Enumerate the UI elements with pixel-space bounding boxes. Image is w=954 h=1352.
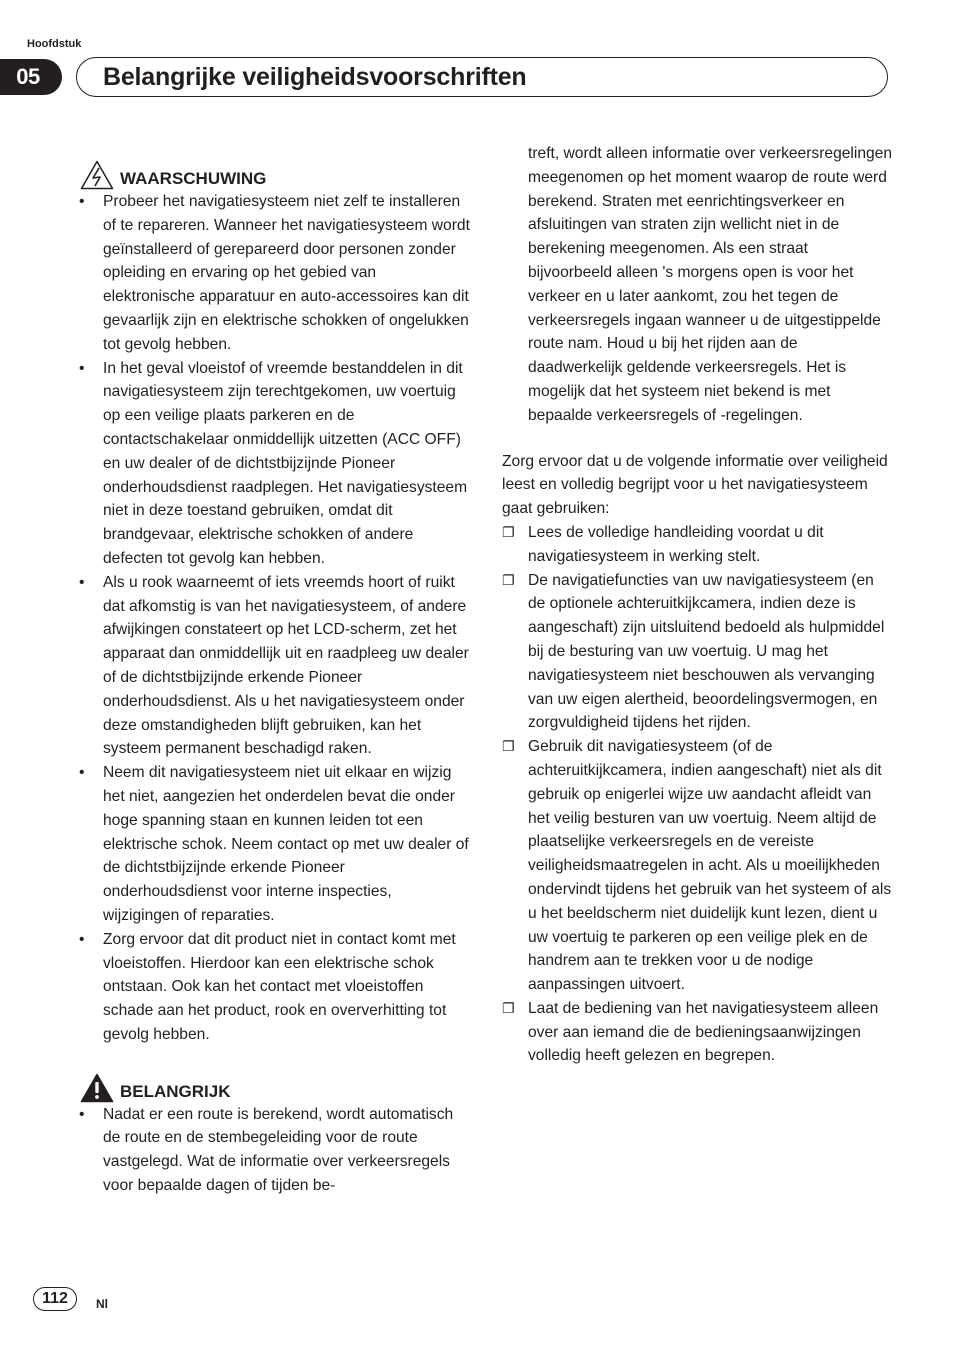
important-item: • Nadat er een route is berekend, wordt automatisch de route en de stembegeleiding voor de route vastgelegd. Wat de informatie over verkeersregels voor bepaalde dagen of tijden be- bbox=[78, 1103, 470, 1198]
warning-list bbox=[78, 190, 470, 1047]
checkbox-icon: ❐ bbox=[502, 738, 515, 755]
warning-item: • In het geval vloeistof of vreemde bestanddelen in dit navigatiesysteem zijn terechtgekomen, uw voertuig op een veilige plaats parkeren en de contactschakelaar onmiddellijk uitzetten (ACC OFF) en uw dealer of de dichtstbijzijnde Pioneer onderhoudsdienst raadplegen. Het navigatiesysteem niet in deze toestand gebruiken, omdat dit brandgevaar, elektrische schokken of andere defecten tot gevolg kan hebben. bbox=[78, 357, 470, 571]
warning-item: • Zorg ervoor dat dit product niet in contact komt met vloeistoffen. Hierdoor kan een elektrische schok ontstaan. Ook kan het contact met vloeistoffen schade aan het product, rook en oververhitting tot gevolg hebben. bbox=[78, 928, 470, 1047]
important-item-continued: treft, wordt alleen informatie over verkeersregelingen meegenomen op het moment waarop de route werd berekend. Straten met eenrichtingsverkeer en afsluitingen van straten zijn wellicht niet in de berekening meegenomen. Als een straat bijvoorbeeld alleen 's morgens open is voor het verkeer en u later aankomt, zou het tegen de verkeersregels ingaan wanneer u de uitgestippelde route nam. Houd u bij het rijden aan de daadwerkelijk geldende verkeersregels. Het is mogelijk dat het systeem niet bekend is met bepaalde verkeersregels of -regelingen. bbox=[528, 145, 893, 424]
intro-paragraph: Zorg ervoor dat u de volgende informatie over veiligheid leest en volledig begrijpt voor u het navigatiesysteem gaat gebruiken: bbox=[502, 452, 888, 518]
checkbox-icon: ❐ bbox=[502, 523, 515, 540]
page-title: Belangrijke veiligheidsvoorschriften bbox=[103, 62, 527, 91]
right-column bbox=[502, 142, 894, 1068]
warning-heading bbox=[80, 160, 470, 190]
important-heading bbox=[80, 1073, 470, 1103]
page-number: 112 bbox=[33, 1287, 77, 1311]
warning-triangle-icon bbox=[80, 160, 114, 190]
important-triangle-icon bbox=[80, 1073, 114, 1103]
language-code: Nl bbox=[96, 1297, 108, 1311]
warning-item: • Probeer het navigatiesysteem niet zelf te installeren of te repareren. Wanneer het navigatiesysteem wordt geïnstalleerd of gerepareerd door personen zonder opleiding en ervaring op het gebied van elektronische apparatuur en auto-accessoires kan dit gevaarlijk zijn en elektrische schokken of ongelukken tot gevolg hebben. bbox=[78, 190, 470, 357]
checklist-text: Laat de bediening van het navigatiesysteem alleen over aan iemand die de bedieningsaanwijzingen volledig heeft gelezen en begrepen. bbox=[528, 999, 879, 1065]
important-label: BELANGRIJK bbox=[120, 1081, 231, 1101]
important-list bbox=[78, 1103, 470, 1198]
checklist-text: De navigatiefuncties van uw navigatiesysteem (en de optionele achteruitkijkcamera, indien deze is aangeschaft) zijn uitsluitend bedoeld als hulpmiddel bij de besturing van uw voertuig. U mag het navigatiesysteem niet beschouwen als vervanging van uw eigen alertheid, beoordelingsvermogen, en zorgvuldigheid tijdens het rijden. bbox=[528, 571, 885, 732]
warning-label: WAARSCHUWING bbox=[120, 169, 267, 189]
checklist bbox=[502, 521, 894, 1068]
checkbox-icon: ❐ bbox=[502, 999, 515, 1016]
chapter-label: Hoofdstuk bbox=[27, 38, 82, 50]
chapter-number-badge: 05 bbox=[0, 59, 62, 95]
checklist-text: Gebruik dit navigatiesysteem (of de achteruitkijkcamera, indien aangeschaft) niet als dit gebruik op enigerlei wijze uw aandacht afleidt van het veilig besturen van uw voertuig. Neem altijd de plaatselijke verkeersregels en de vereiste veiligheidsmaatregelen in acht. Als u moeilijkheden ondervindt tijdens het gebruik van het systeem of als u het beeldscherm niet duidelijk kunt lezen, dient u uw voertuig te parkeren op een veilige plek en de handrem aan te trekken voor u de nodige aanpassingen uitvoert. bbox=[528, 738, 892, 994]
checklist-item bbox=[502, 997, 894, 1068]
checklist-item bbox=[502, 521, 894, 569]
page-title-frame bbox=[76, 57, 888, 97]
warning-item: • Als u rook waarneemt of iets vreemds hoort of ruikt dat afkomstig is van het navigatiesysteem, of andere afwijkingen constateert op het LCD-scherm, zet het apparaat dan onmiddellijk uit en raadpleeg uw dealer of de dichtstbijzijnde erkende Pioneer onderhoudsdienst. Als u het navigatiesysteem onder deze omstandigheden blijft gebruiken, kan het systeem permanent beschadigd raken. bbox=[78, 571, 470, 761]
warning-item: • Neem dit navigatiesysteem niet uit elkaar en wijzig het niet, aangezien het onderdelen bevat die onder hoge spanning staan en kunnen leiden tot een elektrische schok. Neem contact op met uw dealer of de dichtstbijzijnde erkende Pioneer onderhoudsdienst voor interne inspecties, wijzigingen of reparaties. bbox=[78, 761, 470, 928]
checklist-item bbox=[502, 735, 894, 997]
checklist-item bbox=[502, 569, 894, 736]
checkbox-icon: ❐ bbox=[502, 571, 515, 588]
checklist-text: Lees de volledige handleiding voordat u dit navigatiesysteem in werking stelt. bbox=[528, 523, 824, 565]
left-column bbox=[78, 160, 470, 1198]
